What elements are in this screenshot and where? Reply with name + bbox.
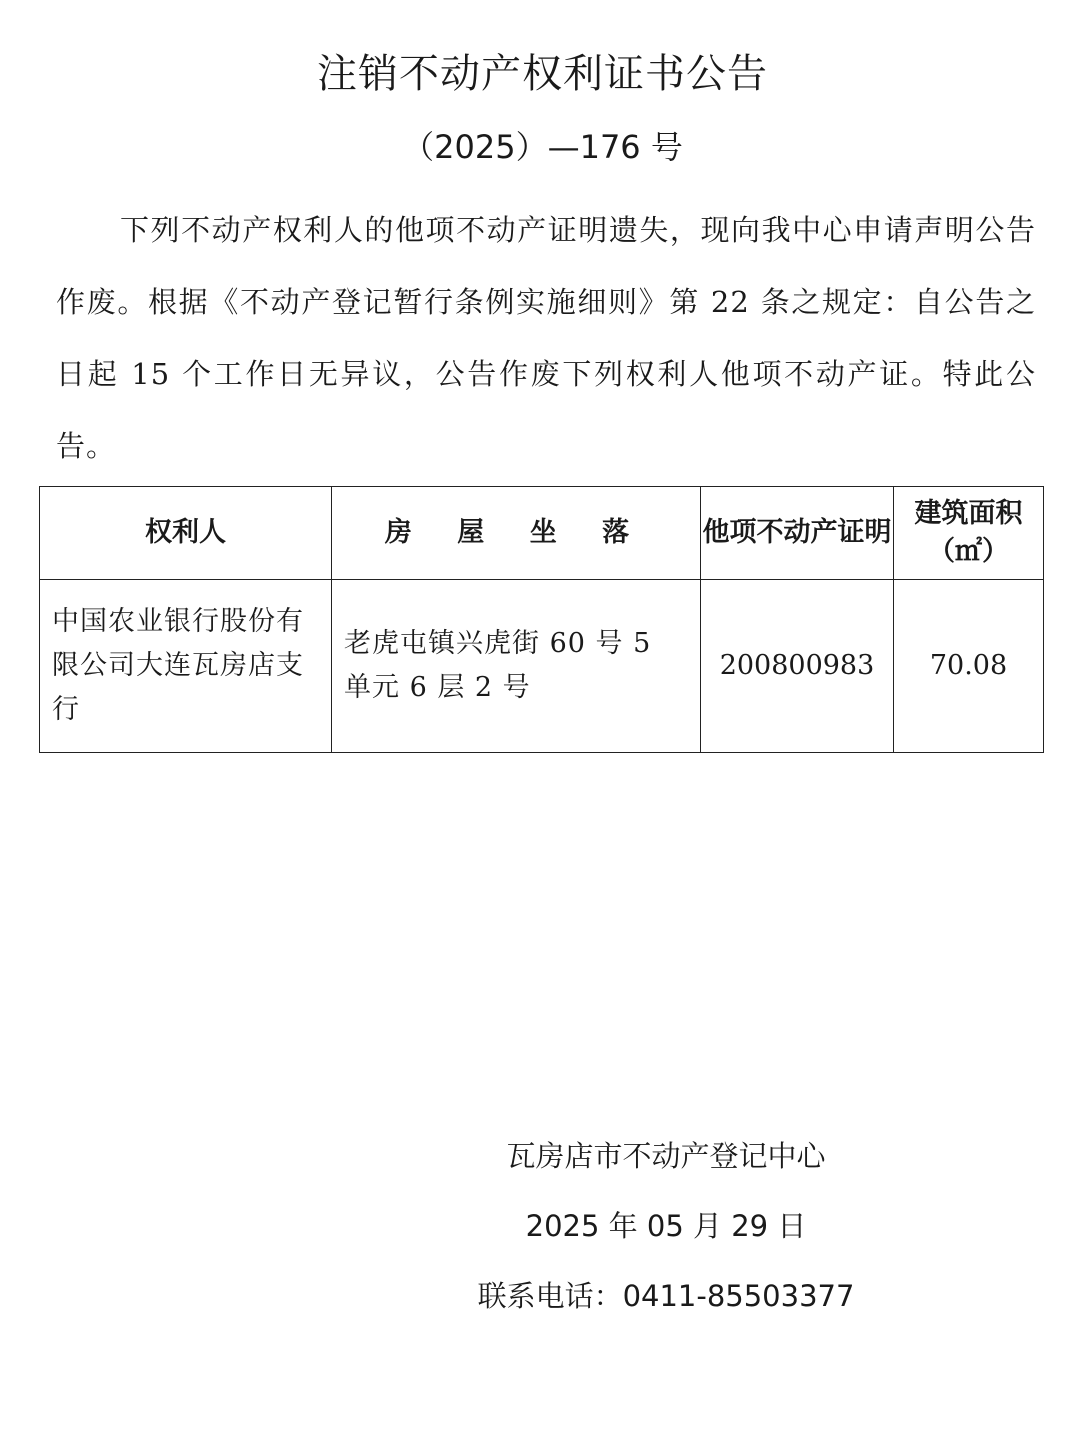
header-address	[332, 487, 701, 580]
cell-certificate: 200800983	[701, 580, 894, 753]
notice-title: 注销不动产权利证书公告	[317, 51, 768, 97]
table-header-row	[40, 487, 1044, 580]
header-address-label: 房 屋 坐 落	[384, 517, 648, 548]
cell-area: 70.08	[894, 580, 1044, 753]
cell-address: 老虎屯镇兴虎街 60 号 5 单元 6 层 2 号	[332, 580, 701, 753]
notice-body: 下列不动产权利人的他项不动产证明遗失，现向我中心申请声明公告作废。根据《不动产登记暂行条例实施细则》第 22 条之规定：自公告之日起 15 个工作日无异议，公告作废下列权利人他项不动产证。特此公告。	[56, 213, 1036, 463]
cell-owner: 中国农业银行股份有限公司大连瓦房店支行	[40, 580, 332, 753]
header-owner: 权利人	[40, 487, 332, 580]
header-area: 建筑面积（㎡）	[894, 487, 1044, 580]
certificate-table	[39, 486, 1044, 753]
footer-organization: 瓦房店市不动产登记中心	[506, 1139, 826, 1173]
footer-date: 2025 年 05 月 29 日	[525, 1209, 807, 1243]
table-row	[40, 580, 1044, 753]
header-certificate: 他项不动产证明	[701, 487, 894, 580]
footer-phone: 联系电话：0411-85503377	[477, 1279, 855, 1313]
notice-number: （2025）—176 号	[402, 128, 683, 166]
